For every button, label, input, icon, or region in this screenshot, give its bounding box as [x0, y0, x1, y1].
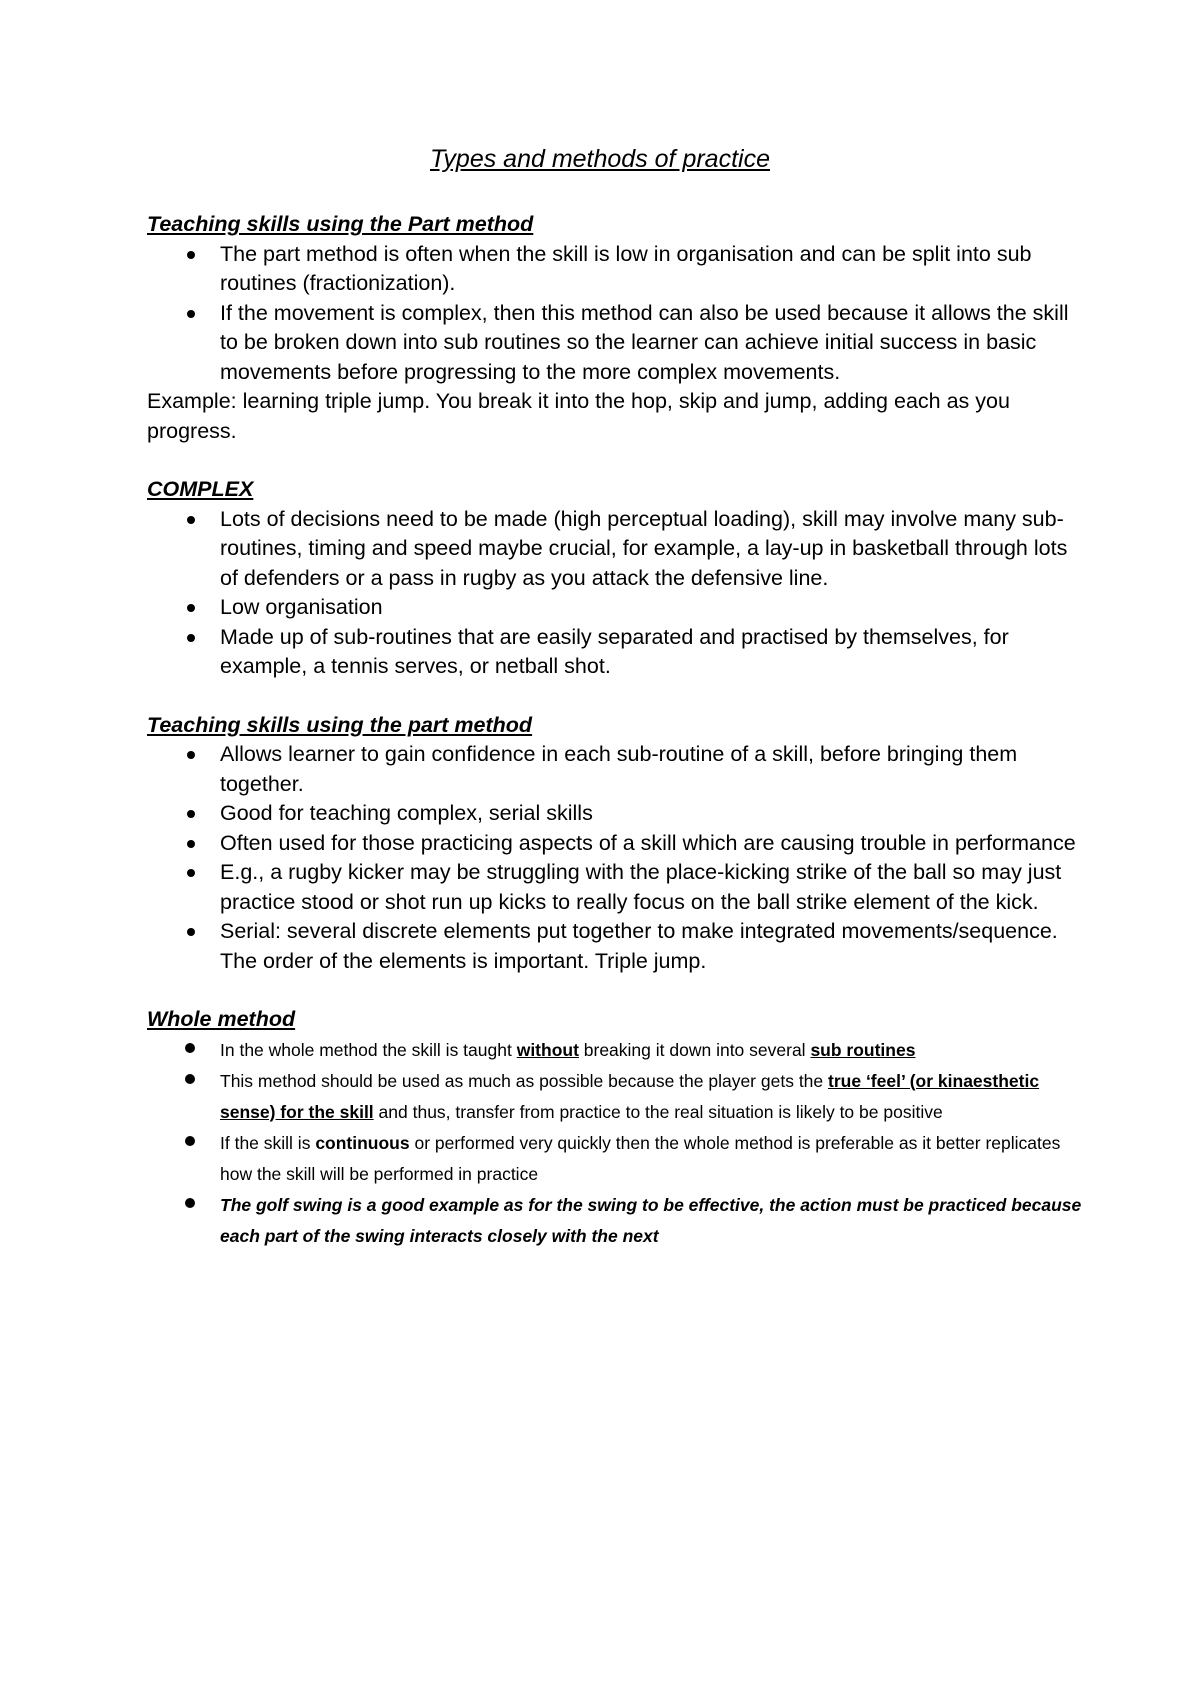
section-heading-complex: COMPLEX	[147, 477, 254, 501]
whole-method-list	[147, 1035, 1087, 1252]
bold-text: sub routines	[810, 1039, 916, 1060]
list-item: Allows learner to gain confidence in each sub-routine of a skill, before bringing them together.	[220, 740, 1087, 799]
list-item: E.g., a rugby kicker may be struggling with the place-kicking strike of the ball so may just practice stood or shot run up kicks to really focus on the ball strike element of the kick.	[220, 858, 1087, 917]
list-item: Made up of sub-routines that are easily separated and practised by themselves, for example, a tennis serves, or netball shot.	[220, 623, 1087, 682]
list-item: Low organisation	[220, 593, 1087, 623]
list-item	[220, 1066, 1087, 1128]
text: or performed very quickly then the whole method is preferable as it better replicates how the skill will be performed in practice	[220, 1132, 1061, 1184]
list-item: Good for teaching complex, serial skills	[220, 799, 1087, 829]
section-heading-part-method-2: Teaching skills using the part method	[147, 712, 533, 737]
complex-list	[147, 505, 1087, 682]
document-body	[147, 210, 1087, 1252]
part-method-list-2	[147, 740, 1087, 976]
list-item: Often used for those practicing aspects of a skill which are causing trouble in performance	[220, 829, 1087, 859]
text: and thus, transfer from practice to the real situation is likely to be positive	[373, 1101, 943, 1122]
section-heading-part-method: Teaching skills using the Part method	[147, 212, 534, 236]
part-method-list	[147, 240, 1087, 388]
text: In the whole method the skill is taught	[220, 1039, 517, 1060]
text: If the skill is	[220, 1132, 316, 1153]
text: This method should be used as much as possible because the player gets the	[220, 1070, 829, 1091]
list-item: Lots of decisions need to be made (high perceptual loading), skill may involve many sub-routines, timing and speed maybe crucial, for example, a lay-up in basketball through lots of defenders or a pass in rugby as you attack the defensive line.	[220, 505, 1087, 594]
example-paragraph: Example: learning triple jump. You break it into the hop, skip and jump, adding each as you progress.	[147, 389, 1010, 443]
bold-text: without	[516, 1039, 579, 1060]
list-item: The part method is often when the skill is low in organisation and can be split into sub routines (fractionization).	[220, 240, 1087, 299]
list-item	[220, 1128, 1087, 1190]
list-item: The golf swing is a good example as for the swing to be effective, the action must be practiced because each part of the swing interacts closely with the next	[220, 1190, 1087, 1252]
list-item: Serial: several discrete elements put together to make integrated movements/sequence. The order of the elements is important. Triple jump.	[220, 917, 1087, 976]
list-item	[220, 1035, 1087, 1066]
section-heading-whole-method: Whole method	[147, 1007, 296, 1031]
page-title: Types and methods of practice	[430, 145, 770, 173]
list-item: If the movement is complex, then this method can also be used because it allows the skill to be broken down into sub routines so the learner can achieve initial success in basic movements before progressing to the more complex movements.	[220, 299, 1087, 388]
bold-text: continuous	[315, 1132, 410, 1153]
text: breaking it down into several	[578, 1039, 811, 1060]
bold-text: true ‘feel’ (or kinaesthetic sense) for the skill	[220, 1070, 1040, 1122]
